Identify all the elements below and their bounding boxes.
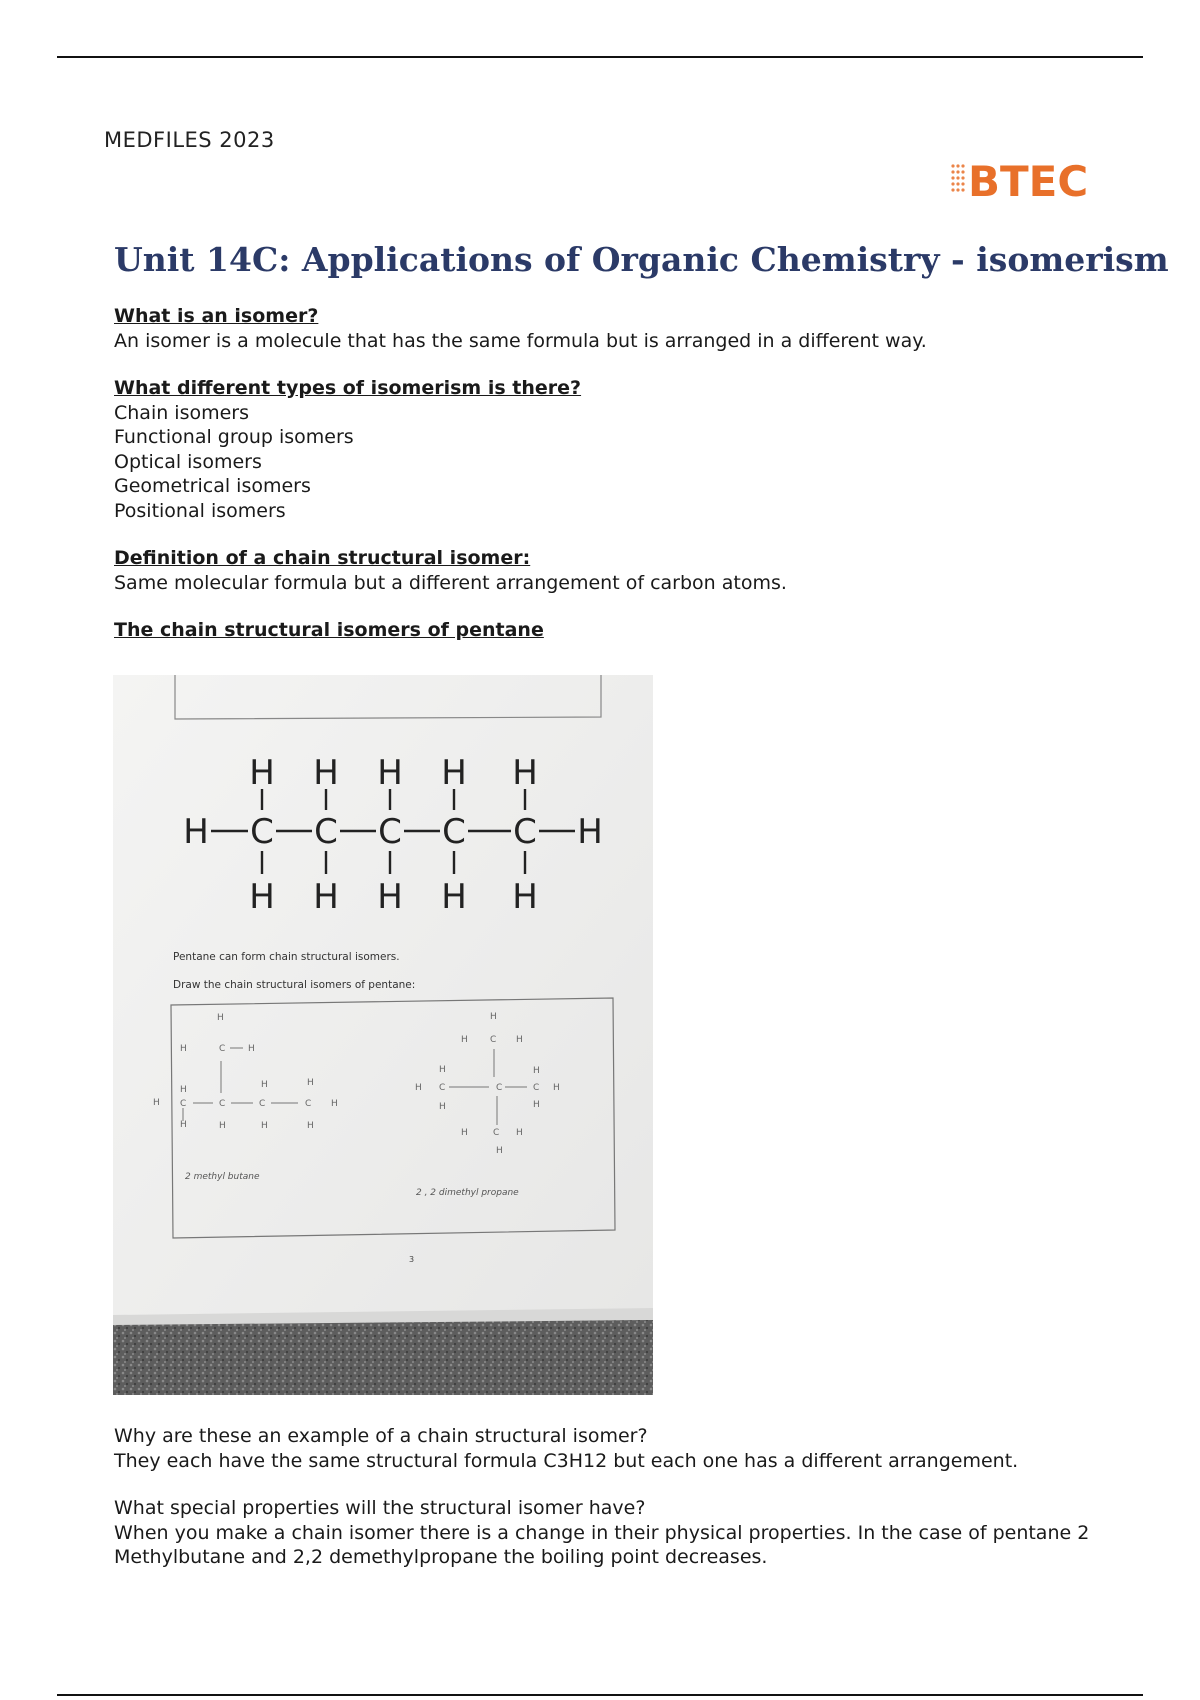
worksheet-caption-1: Pentane can form chain structural isomers.: [173, 951, 400, 963]
answer-why-chain-isomer: They each have the same structural formula C3H12 but each one has a different arrangement.: [114, 1449, 1019, 1472]
list-item: Chain isomers: [114, 401, 250, 424]
worksheet-photo: [113, 675, 653, 1395]
svg-text:H: H: [577, 812, 603, 852]
svg-text:C: C: [533, 1083, 540, 1093]
svg-text:C: C: [219, 1099, 226, 1109]
hand-label-right: 2 , 2 dimethyl propane: [416, 1188, 519, 1198]
svg-text:H: H: [461, 1035, 468, 1045]
svg-text:H: H: [553, 1083, 560, 1093]
svg-text:H: H: [248, 1044, 255, 1054]
svg-text:H: H: [512, 877, 538, 917]
question-special-properties: What special properties will the structural isomer have?: [114, 1497, 646, 1519]
svg-text:H: H: [496, 1146, 503, 1156]
worksheet-page-number: 3: [409, 1255, 415, 1264]
heading-pentane-isomers: The chain structural isomers of pentane: [114, 619, 544, 641]
header-text: MEDFILES 2023: [104, 128, 275, 152]
svg-text:H: H: [439, 1102, 446, 1112]
svg-text:H: H: [533, 1066, 540, 1076]
isomer-types-list: [114, 401, 1094, 524]
svg-text:H: H: [249, 753, 275, 793]
svg-text:C: C: [493, 1128, 500, 1138]
svg-text:H: H: [307, 1078, 314, 1088]
svg-text:H: H: [516, 1128, 523, 1138]
list-item: Geometrical isomers: [114, 475, 311, 497]
svg-text:H: H: [461, 1128, 468, 1138]
worksheet-caption-2: Draw the chain structural isomers of pentane:: [173, 979, 416, 991]
svg-text:H: H: [180, 1085, 187, 1095]
svg-text:H: H: [307, 1121, 314, 1131]
list-item: Functional group isomers: [114, 426, 354, 448]
svg-text:C: C: [314, 812, 338, 852]
question-what-is-isomer: What is an isomer?: [114, 305, 319, 327]
svg-text:H: H: [441, 753, 467, 793]
list-item: Positional isomers: [114, 499, 286, 522]
document-body: [114, 304, 1094, 643]
svg-text:H: H: [512, 753, 538, 793]
logo-text: BTEC: [968, 157, 1088, 206]
bottom-rule: [57, 1694, 1143, 1696]
svg-text:H: H: [313, 753, 339, 793]
svg-text:H: H: [439, 1065, 446, 1075]
svg-text:C: C: [442, 812, 466, 852]
svg-text:C: C: [250, 812, 274, 852]
svg-text:H: H: [331, 1099, 338, 1109]
svg-text:C: C: [219, 1044, 226, 1054]
hand-label-left: 2 methyl butane: [185, 1172, 260, 1182]
svg-text:C: C: [490, 1035, 497, 1045]
svg-text:H: H: [441, 877, 467, 917]
svg-text:H: H: [490, 1012, 497, 1022]
svg-text:H: H: [153, 1098, 160, 1108]
svg-text:H: H: [533, 1100, 540, 1110]
svg-text:H: H: [516, 1035, 523, 1045]
svg-text:C: C: [259, 1099, 266, 1109]
svg-text:H: H: [217, 1013, 224, 1023]
svg-text:H: H: [313, 877, 339, 917]
question-chain-isomer-definition: Definition of a chain structural isomer:: [114, 547, 531, 569]
svg-text:H: H: [219, 1121, 226, 1131]
svg-text:H: H: [180, 1044, 187, 1054]
page-title: Unit 14C: Applications of Organic Chemistry - isomerism: [114, 240, 1169, 279]
btec-logo: [948, 150, 1088, 210]
svg-text:C: C: [180, 1099, 187, 1109]
svg-text:C: C: [439, 1083, 446, 1093]
svg-text:C: C: [513, 812, 537, 852]
top-rule: [57, 56, 1143, 58]
svg-text:H: H: [377, 753, 403, 793]
svg-text:C: C: [496, 1083, 503, 1093]
svg-text:H: H: [261, 1121, 268, 1131]
svg-text:H: H: [261, 1080, 268, 1090]
svg-text:H: H: [183, 812, 209, 852]
svg-text:H: H: [180, 1120, 187, 1130]
document-body-lower: [114, 1424, 1114, 1570]
answer-what-is-isomer: An isomer is a molecule that has the same formula but is arranged in a different way.: [114, 329, 927, 352]
list-item: Optical isomers: [114, 450, 262, 473]
svg-text:H: H: [377, 877, 403, 917]
svg-text:C: C: [305, 1099, 312, 1109]
question-why-chain-isomer: Why are these an example of a chain structural isomer?: [114, 1425, 648, 1447]
svg-text:C: C: [378, 812, 402, 852]
svg-text:H: H: [415, 1083, 422, 1093]
answer-special-properties: When you make a chain isomer there is a change in their physical properties. In the case of pentane 2 Methylbutane and 2,2 demethylpropane the boiling point decreases.: [114, 1521, 1090, 1568]
svg-text:H: H: [249, 877, 275, 917]
answer-chain-isomer-definition: Same molecular formula but a different arrangement of carbon atoms.: [114, 571, 787, 594]
question-types-of-isomerism: What different types of isomerism is there?: [114, 377, 582, 399]
